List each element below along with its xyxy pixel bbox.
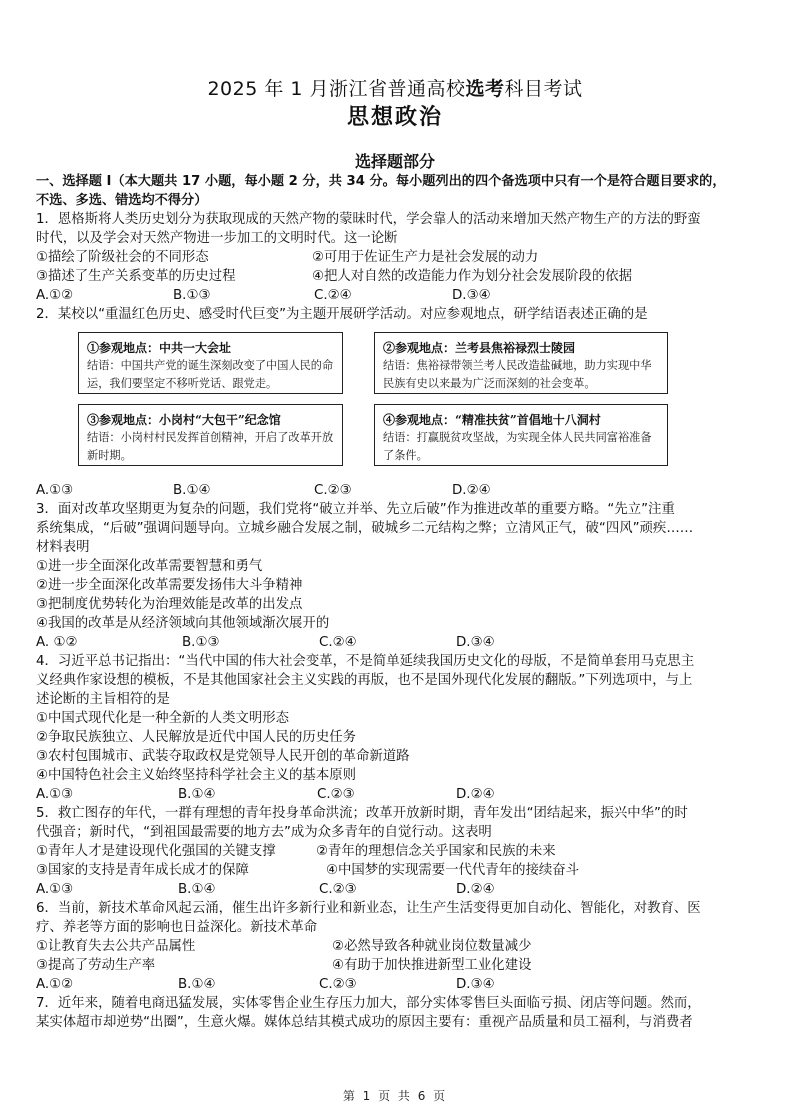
q1-stem-line1: 1．恩格斯将人类历史划分为获取现成的天然产物的蒙昧时代，学会靠人的活动来增加天然产物生产的方法的野蛮 (36, 212, 701, 227)
q2-box-1 (78, 332, 343, 394)
q5-option-a[interactable]: A.①③ (36, 882, 74, 897)
q2-box-1-title: ①参观地点：中共一大会址 (87, 341, 232, 355)
q6-statement-3: ③提高了劳动生产率 (36, 958, 156, 973)
instructions-line1: 一、选择题 I（本大题共 17 小题，每小题 2 分，共 34 分。每小题列出的四个备选项中只有一个是符合题目要求的， (36, 174, 726, 189)
q1-statement-2: ②可用于佐证生产力是社会发展的动力 (312, 250, 539, 265)
exam-title (0, 74, 790, 101)
q5-stem-line2: 代强音；新时代，“到祖国最需要的地方去”成为众多青年的自觉行动。这表明 (36, 825, 492, 840)
q5-statement-3: ③国家的支持是青年成长成才的保障 (36, 863, 249, 878)
q2-option-c[interactable]: C.②③ (314, 483, 352, 498)
q4-option-d[interactable]: D.②④ (456, 787, 495, 802)
q3-stem-line3: 材料表明 (36, 540, 90, 555)
q2-box-1-text: 结语：中国共产党的诞生深刻改变了中国人民的命运，我们要坚定不移听党话、跟党走。 (87, 359, 334, 390)
q5-option-c[interactable]: C.②③ (319, 882, 357, 897)
q2-box-2-title: ②参观地点：兰考县焦裕禄烈士陵园 (383, 341, 576, 355)
q3-statement-2: ②进一步全面深化改革需要发扬伟大斗争精神 (36, 578, 303, 593)
q4-statement-3: ③农村包围城市、武装夺取政权是党领导人民开创的革命新道路 (36, 749, 410, 764)
q3-stem-line2: 系统集成，“后破”强调问题导向。立城乡融合发展之制，破城乡二元结构之弊；立清风正气，破“四风”顽疾…… (36, 521, 694, 536)
q4-stem-line1: 4．习近平总书记指出：“当代中国的伟大社会变革，不是简单延续我国历史文化的母版，不是简单套用马克思主 (36, 654, 695, 669)
section-title: 选择题部分 (354, 152, 435, 171)
q3-option-a[interactable]: A. ①② (36, 635, 78, 650)
q4-statement-2: ②争取民族独立、人民解放是近代中国人民的历史任务 (36, 730, 356, 745)
title-prefix: 2025 年 1 月浙江省普通高校 (207, 78, 466, 100)
instructions-line2: 不选、多选、错选均不得分） (36, 193, 208, 208)
q4-statement-4: ④中国特色社会主义始终坚持科学社会主义的基本原则 (36, 768, 356, 783)
q2-box-3-title: ③参观地点：小岗村“大包干”纪念馆 (87, 413, 281, 427)
q4-option-b[interactable]: B.①④ (178, 787, 216, 802)
q6-statement-4: ④有助于加快推进新型工业化建设 (332, 958, 532, 973)
q1-statement-1: ①描绘了阶级社会的不同形态 (36, 250, 209, 265)
q3-option-b[interactable]: B.①③ (182, 635, 220, 650)
q2-box-2 (374, 332, 668, 394)
q4-stem-line2: 义经典作家设想的模板，不是其他国家社会主义实践的再版，也不是国外现代化发展的翻版。”下列选项中，与上 (36, 673, 693, 688)
q4-option-a[interactable]: A.①③ (36, 787, 74, 802)
q2-box-3-text: 结语：小岗村村民发挥首创精神，开启了改革开放新时期。 (87, 431, 334, 462)
q3-statement-3: ③把制度优势转化为治理效能是改革的出发点 (36, 597, 303, 612)
q1-option-c[interactable]: C.②④ (314, 288, 352, 303)
q2-box-3 (78, 404, 343, 466)
q5-option-b[interactable]: B.①④ (178, 882, 216, 897)
q5-option-d[interactable]: D.②④ (456, 882, 495, 897)
q6-option-c[interactable]: C.②③ (319, 977, 357, 992)
q4-option-c[interactable]: C.②③ (317, 787, 355, 802)
q2-option-d[interactable]: D.②④ (452, 483, 491, 498)
q3-option-c[interactable]: C.②④ (319, 635, 357, 650)
q2-stem: 2．某校以“重温红色历史、感受时代巨变”为主题开展研学活动。对应参观地点，研学结语表述正确的是 (36, 307, 648, 322)
q1-statement-3: ③描述了生产关系变革的历史过程 (36, 269, 236, 284)
q7-stem-line2: 某实体超市却逆势“出圈”，生意火爆。媒体总结其模式成功的原因主要有：重视产品质量和员工福利，与消费者 (36, 1015, 693, 1030)
q5-statement-2: ②青年的理想信念关乎国家和民族的未来 (316, 844, 556, 859)
q1-stem-line2: 时代，以及学会对天然产物进一步加工的文明时代。这一论断 (36, 231, 398, 246)
q6-statement-1: ①让教育失去公共产品属性 (36, 939, 196, 954)
q2-box-4-text: 结语：打赢脱贫攻坚战，为实现全体人民共同富裕准备了条件。 (383, 431, 652, 462)
q3-option-d[interactable]: D.③④ (456, 635, 495, 650)
q6-option-b[interactable]: B.①④ (178, 977, 216, 992)
q6-option-a[interactable]: A.①② (36, 977, 74, 992)
q4-stem-line3: 述论断的主旨相符的是 (36, 692, 170, 707)
q3-statement-1: ①进一步全面深化改革需要智慧和勇气 (36, 559, 263, 574)
q6-statement-2: ②必然导致各种就业岗位数量减少 (332, 939, 532, 954)
q2-option-b[interactable]: B.①④ (173, 483, 211, 498)
q7-stem-line1: 7．近年来，随着电商迅猛发展，实体零售企业生存压力加大，部分实体零售巨头面临亏损、闭店等问题。然而， (36, 996, 701, 1011)
q4-statement-1: ①中国式现代化是一种全新的人类文明形态 (36, 711, 290, 726)
page-number: 第 1 页 共 6 页 (342, 1089, 448, 1103)
q3-statement-4: ④我国的改革是从经济领域向其他领域渐次展开的 (36, 616, 330, 631)
title-suffix: 科目考试 (504, 78, 583, 100)
q1-option-b[interactable]: B.①③ (173, 288, 211, 303)
q5-statement-4: ④中国梦的实现需要一代代青年的接续奋斗 (326, 863, 580, 878)
q2-option-a[interactable]: A.①③ (36, 483, 74, 498)
q6-stem-line1: 6．当前，新技术革命风起云涌，催生出许多新行业和新业态，让生产生活变得更加自动化、智能化，对教育、医 (36, 901, 701, 916)
title-bold: 选考 (465, 78, 505, 100)
q1-option-a[interactable]: A.①② (36, 288, 74, 303)
q5-stem-line1: 5．救亡图存的年代，一群有理想的青年投身革命洪流；改革开放新时期，青年发出“团结起来，振兴中华”的时 (36, 806, 688, 821)
q3-stem-line1: 3．面对改革攻坚期更为复杂的问题，我们党将“破立并举、先立后破”作为推进改革的重要方略。“先立”注重 (36, 502, 675, 517)
q1-option-d[interactable]: D.③④ (452, 288, 491, 303)
q2-box-2-text: 结语：焦裕禄带领兰考人民改造盐碱地，助力实现中华民族有史以来最为广泛而深刻的社会变革。 (383, 359, 652, 390)
q6-option-d[interactable]: D.③④ (456, 977, 495, 992)
q1-statement-4: ④把人对自然的改造能力作为划分社会发展阶段的依据 (312, 269, 632, 284)
q2-box-4-title: ④参观地点：“精准扶贫”首倡地十八洞村 (383, 413, 601, 427)
q2-box-4 (374, 404, 668, 466)
q5-statement-1: ①青年人才是建设现代化强国的关键支撑 (36, 844, 276, 859)
q6-stem-line2: 疗、养老等方面的影响也日益深化。新技术革命 (36, 920, 318, 935)
subject-title: 思想政治 (346, 105, 443, 130)
